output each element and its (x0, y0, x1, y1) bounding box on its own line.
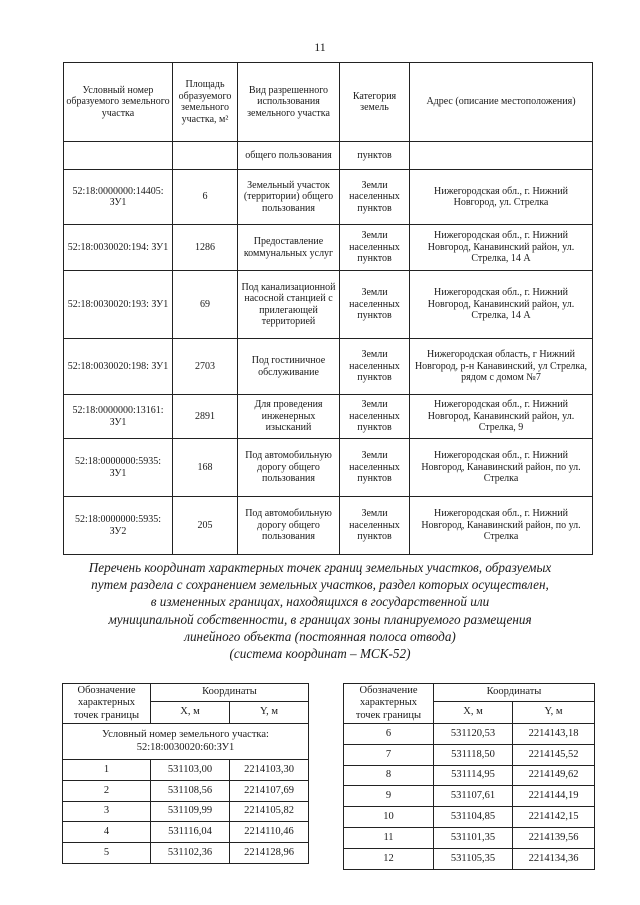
continuation-row (64, 142, 593, 170)
point-number: 2 (63, 780, 151, 801)
land-category: Земли населенных пунктов (340, 339, 410, 395)
x-coordinate: 531103,00 (151, 760, 230, 781)
table-row (344, 765, 595, 786)
table-row (64, 271, 593, 339)
permitted-use: Под гостиничное обслуживание (238, 339, 340, 395)
x-coordinate: 531116,04 (151, 822, 230, 843)
y-coordinate: 2214142,15 (513, 807, 595, 828)
parcel-number: 52:18:0030020:194: ЗУ1 (64, 225, 173, 271)
x-coordinate: 531104,85 (434, 807, 513, 828)
parcel-number: 52:18:0030020:193: ЗУ1 (64, 271, 173, 339)
parcel-area: 69 (173, 271, 238, 339)
parcel-area: 168 (173, 439, 238, 497)
table-row (63, 780, 309, 801)
cell: общего пользования (238, 142, 340, 170)
table-row (64, 339, 593, 395)
y-coordinate: 2214107,69 (230, 780, 309, 801)
parcel-address: Нижегородская область, г Нижний Новгород, р-н Канавинский, ул Стрелка, рядом с домом №7 (410, 339, 593, 395)
section-title-line: в измененных границах, находящихся в государственной или (150, 594, 490, 610)
table-row (64, 395, 593, 439)
point-number: 4 (63, 822, 151, 843)
x-coordinate: 531120,53 (434, 724, 513, 745)
table-row (63, 760, 309, 781)
parcel-number: 52:18:0000000:5935: ЗУ1 (64, 439, 173, 497)
section-title-line: Перечень координат характерных точек границ земельных участков, образуемых (88, 560, 552, 575)
parcel-area: 6 (173, 170, 238, 225)
table-row (63, 822, 309, 843)
x-coordinate: 531105,35 (434, 848, 513, 869)
parcel-number: 52:18:0000000:13161: ЗУ1 (64, 395, 173, 439)
parcel-address: Нижегородская обл., г. Нижний Новгород, Канавинский район, ул. Стрелка, 9 (410, 395, 593, 439)
x-coordinate: 531114,95 (434, 765, 513, 786)
y-coordinate: 2214145,52 (513, 744, 595, 765)
y-coordinate: 2214110,46 (230, 822, 309, 843)
header-coordinates: Координаты (151, 684, 309, 702)
table-row (344, 807, 595, 828)
cell (64, 142, 173, 170)
cell (410, 142, 593, 170)
land-category: Земли населенных пунктов (340, 271, 410, 339)
table-row (344, 827, 595, 848)
section-title-line: (система координат – МСК-52) (229, 646, 411, 662)
y-coordinate: 2214134,36 (513, 848, 595, 869)
parcel-number: 52:18:0000000:5935: ЗУ2 (64, 497, 173, 555)
point-number: 5 (63, 843, 151, 864)
land-category: Земли населенных пунктов (340, 170, 410, 225)
land-category: Земли населенных пунктов (340, 225, 410, 271)
header-land-category: Категория земель (340, 63, 410, 142)
parcel-area: 205 (173, 497, 238, 555)
table-row (344, 786, 595, 807)
header-permitted-use: Вид разрешенного использования земельного участка (238, 63, 340, 142)
parcel-address: Нижегородская обл., г. Нижний Новгород, ул. Стрелка (410, 170, 593, 225)
point-number: 12 (344, 848, 434, 869)
parcel-address: Нижегородская обл., г. Нижний Новгород, Канавинский район, по ул. Стрелка (410, 439, 593, 497)
parcel-address: Нижегородская обл., г. Нижний Новгород, Канавинский район, ул. Стрелка, 14 А (410, 271, 593, 339)
table-row (64, 170, 593, 225)
point-number: 8 (344, 765, 434, 786)
parcel-area: 2703 (173, 339, 238, 395)
section-title (40, 559, 600, 662)
parcel-address: Нижегородская обл., г. Нижний Новгород, Канавинский район, по ул. Стрелка (410, 497, 593, 555)
header-y: Y, м (230, 702, 309, 724)
coordinates-table-left (62, 683, 309, 864)
x-coordinate: 531108,56 (151, 780, 230, 801)
header-point: Обозначение характерных точек границы (63, 684, 151, 724)
header-x: X, м (434, 702, 513, 724)
section-title-line: путем раздела с сохранением земельных участков, раздел которых осуществлен, (91, 577, 549, 593)
point-number: 3 (63, 801, 151, 822)
point-number: 7 (344, 744, 434, 765)
y-coordinate: 2214149,62 (513, 765, 595, 786)
parcel-label: Условный номер земельного участка: 52:18:0030020:60:ЗУ1 (63, 724, 309, 760)
x-coordinate: 531101,35 (434, 827, 513, 848)
parcel-number: 52:18:0030020:198: ЗУ1 (64, 339, 173, 395)
x-coordinate: 531109,99 (151, 801, 230, 822)
point-number: 11 (344, 827, 434, 848)
land-category: Земли населенных пунктов (340, 497, 410, 555)
table-row (344, 744, 595, 765)
parcel-address: Нижегородская обл., г. Нижний Новгород, Канавинский район, ул. Стрелка, 14 А (410, 225, 593, 271)
permitted-use: Под автомобильную дорогу общего пользования (238, 497, 340, 555)
page-number: 11 (314, 40, 326, 54)
section-title-line: муниципальной собственности, в границах зоны планируемого размещения (108, 611, 532, 627)
x-coordinate: 531118,50 (434, 744, 513, 765)
land-category: Земли населенных пунктов (340, 395, 410, 439)
permitted-use: Для проведения инженерных изысканий (238, 395, 340, 439)
y-coordinate: 2214128,96 (230, 843, 309, 864)
header-area: Площадь образуемого земельного участка, м² (173, 63, 238, 142)
permitted-use: Предоставление коммунальных услуг (238, 225, 340, 271)
header-y: Y, м (513, 702, 595, 724)
parcel-area: 2891 (173, 395, 238, 439)
point-number: 9 (344, 786, 434, 807)
y-coordinate: 2214143,18 (513, 724, 595, 745)
point-number: 10 (344, 807, 434, 828)
parcel-area: 1286 (173, 225, 238, 271)
table-row (64, 497, 593, 555)
y-coordinate: 2214144,19 (513, 786, 595, 807)
table-row (63, 801, 309, 822)
y-coordinate: 2214139,56 (513, 827, 595, 848)
land-category: Земли населенных пунктов (340, 439, 410, 497)
permitted-use: Под канализационной насосной станцией с прилегающей территорией (238, 271, 340, 339)
cell: пунктов (340, 142, 410, 170)
header-parcel-number: Условный номер образуемого земельного участка (64, 63, 173, 142)
permitted-use: Земельный участок (территории) общего пользования (238, 170, 340, 225)
table-row (63, 843, 309, 864)
table-row (64, 225, 593, 271)
table-row (344, 724, 595, 745)
y-coordinate: 2214105,82 (230, 801, 309, 822)
land-parcels-table (63, 62, 593, 555)
table-row (64, 439, 593, 497)
x-coordinate: 531107,61 (434, 786, 513, 807)
header-x: X, м (151, 702, 230, 724)
y-coordinate: 2214103,30 (230, 760, 309, 781)
cell (173, 142, 238, 170)
coordinates-table-right (343, 683, 595, 870)
header-address: Адрес (описание местоположения) (410, 63, 593, 142)
header-point: Обозначение характерных точек границы (344, 684, 434, 724)
table-row (344, 848, 595, 869)
parcel-number: 52:18:0000000:14405: ЗУ1 (64, 170, 173, 225)
section-title-line: линейного объекта (постоянная полоса отвода) (184, 628, 456, 644)
x-coordinate: 531102,36 (151, 843, 230, 864)
point-number: 1 (63, 760, 151, 781)
header-coordinates: Координаты (434, 684, 595, 702)
point-number: 6 (344, 724, 434, 745)
permitted-use: Под автомобильную дорогу общего пользования (238, 439, 340, 497)
